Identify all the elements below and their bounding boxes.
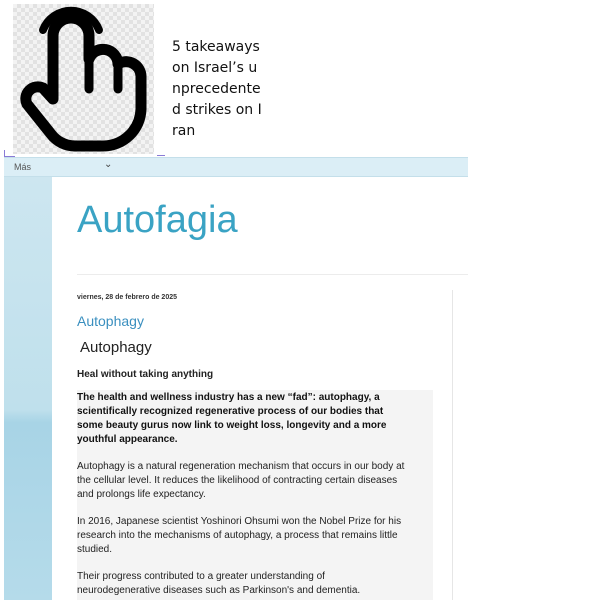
post-title-link[interactable]: Autophagy bbox=[77, 313, 144, 329]
post-body bbox=[77, 390, 433, 600]
pointing-hand-icon bbox=[13, 4, 154, 154]
sidebar-background bbox=[4, 177, 52, 600]
promo-headline[interactable]: 5 takeaways on Israel’s unprecedented strikes on Iran bbox=[172, 39, 262, 139]
post-paragraph: Their progress contributed to a greater understanding of neurodegenerative diseases such as Parkinson's and dementia. bbox=[77, 571, 361, 596]
post-date: viernes, 28 de febrero de 2025 bbox=[77, 294, 177, 301]
blog-content bbox=[52, 177, 468, 600]
blog-navbar bbox=[4, 157, 468, 177]
post-paragraph: In 2016, Japanese scientist Yoshinori Ohsumi won the Nobel Prize for his research into the mechanisms of autophagy, a process that remains little studied. bbox=[77, 516, 402, 555]
post-lead: The health and wellness industry has a new “fad”: autophagy, a scientifically recognized regenerative process of our bodies that some beauty gurus now link to weight loss, longevity and a more youthful appearance. bbox=[77, 392, 387, 445]
chevron-down-icon[interactable]: ⌄ bbox=[104, 159, 113, 170]
post-subheading: Heal without taking anything bbox=[77, 369, 214, 380]
post-paragraph: Autophagy is a natural regeneration mechanism that occurs in our body at the cellular level. It reduces the likelihood of contracting certain diseases and prolongs life expectancy. bbox=[77, 461, 405, 500]
divider bbox=[77, 274, 468, 275]
news-promo-card[interactable] bbox=[0, 0, 600, 155]
more-menu-label[interactable]: Más bbox=[14, 162, 32, 172]
post-heading: Autophagy bbox=[80, 339, 152, 356]
promo-thumbnail[interactable] bbox=[13, 4, 154, 154]
blog-title[interactable]: Autofagia bbox=[77, 199, 238, 241]
selection-marker bbox=[157, 150, 165, 156]
selection-marker bbox=[4, 150, 15, 157]
post-column bbox=[77, 290, 453, 600]
